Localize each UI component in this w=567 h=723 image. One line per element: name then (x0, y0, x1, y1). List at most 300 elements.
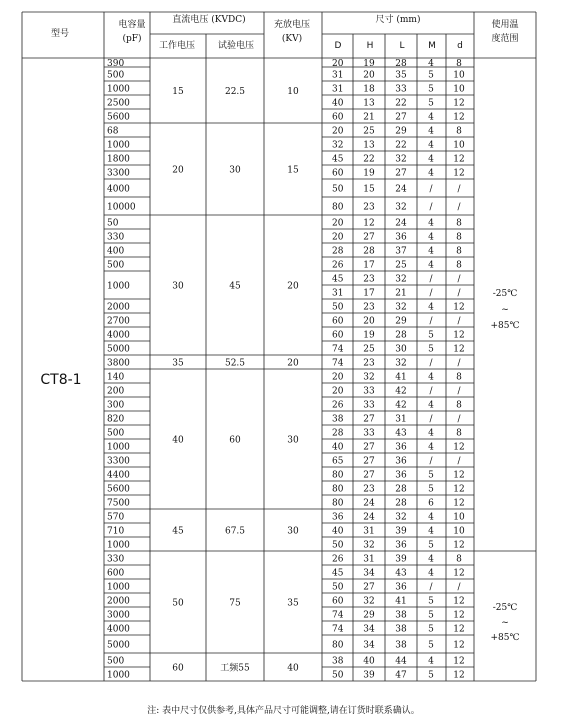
cell-d: 8 (456, 400, 462, 411)
cell-M: / (429, 202, 433, 213)
cell-D: 26 (332, 260, 344, 271)
cell-H: 13 (363, 140, 375, 151)
cell-H: 20 (363, 70, 375, 81)
cell-M: 4 (428, 656, 434, 667)
cell-test-voltage: 52.5 (224, 358, 246, 369)
cell-D: 20 (332, 218, 344, 229)
cell-D: 40 (332, 442, 344, 453)
cell-working-voltage: 20 (172, 165, 184, 176)
cell-H: 27 (363, 470, 375, 481)
cell-H: 27 (363, 456, 375, 467)
cell-H: 28 (363, 246, 375, 257)
header-capacitance-unit: (pF) (122, 34, 142, 44)
cell-H: 40 (363, 656, 375, 667)
cell-L: 47 (395, 670, 407, 681)
cell-D: 80 (332, 484, 344, 495)
cell-D: 40 (332, 98, 344, 109)
cell-H: 22 (363, 154, 375, 165)
cell-capacitance: 1000 (107, 442, 130, 453)
cell-L: 22 (395, 98, 407, 109)
cell-L: 29 (395, 316, 407, 327)
cell-H: 24 (363, 498, 375, 509)
cell-L: 38 (395, 624, 407, 635)
cell-D: 80 (332, 202, 344, 213)
header-temp-line2: 度范围 (491, 34, 519, 44)
cell-capacitance: 5600 (107, 484, 130, 495)
cell-d: 10 (453, 70, 465, 81)
cell-M: 4 (428, 126, 434, 137)
cell-H: 15 (363, 184, 375, 195)
cell-charge-voltage: 35 (287, 598, 299, 609)
cell-D: 28 (332, 428, 344, 439)
cell-M: 5 (428, 610, 434, 621)
cell-D: 74 (332, 624, 344, 635)
cell-D: 80 (332, 498, 344, 509)
cell-D: 74 (332, 344, 344, 355)
cell-H: 23 (363, 274, 375, 285)
cell-H: 33 (363, 400, 375, 411)
cell-d: 12 (453, 596, 465, 607)
cell-L: 32 (395, 302, 407, 313)
header-temp-line1: 使用温 (491, 20, 519, 30)
header-model: 型号 (50, 29, 70, 39)
cell-d: 12 (453, 168, 465, 179)
cell-working-voltage: 50 (172, 598, 184, 609)
header-dimensions: 尺寸 (mm) (375, 15, 421, 25)
cell-test-voltage: 工频55 (220, 663, 250, 674)
cell-L: 39 (395, 526, 407, 537)
cell-capacitance: 710 (107, 526, 125, 537)
cell-H: 34 (363, 624, 375, 635)
cell-L: 29 (395, 126, 407, 137)
cell-capacitance: 200 (107, 386, 125, 397)
cell-M: 5 (428, 484, 434, 495)
cell-L: 44 (395, 656, 407, 667)
header-charge-voltage-unit: (KV) (281, 34, 303, 44)
cell-M: 4 (428, 232, 434, 243)
cell-d: 12 (453, 568, 465, 579)
cell-capacitance: 1000 (107, 582, 130, 593)
cell-H: 20 (363, 316, 375, 327)
cell-D: 36 (332, 512, 344, 523)
cell-D: 45 (332, 154, 344, 165)
cell-D: 65 (332, 456, 344, 467)
cell-M: 4 (428, 526, 434, 537)
cell-capacitance: 500 (107, 70, 125, 81)
cell-M: 5 (428, 98, 434, 109)
cell-D: 20 (332, 59, 344, 69)
cell-capacitance: 1000 (107, 140, 130, 151)
cell-test-voltage: 45 (229, 281, 241, 292)
cell-capacitance: 4000 (107, 624, 130, 635)
cell-D: 26 (332, 400, 344, 411)
cell-M: 4 (428, 554, 434, 565)
cell-capacitance: 1000 (107, 670, 130, 681)
cell-H: 34 (363, 568, 375, 579)
cell-working-voltage: 40 (172, 435, 184, 446)
cell-L: 36 (395, 540, 407, 551)
cell-D: 38 (332, 656, 344, 667)
cell-d: 12 (453, 484, 465, 495)
cell-capacitance: 1000 (107, 540, 130, 551)
table-header (51, 13, 519, 51)
cell-M: 5 (428, 70, 434, 81)
cell-capacitance: 7500 (107, 498, 130, 509)
cell-M: 5 (428, 624, 434, 635)
cell-H: 13 (363, 98, 375, 109)
temp-range-2-low: -25℃ (492, 603, 518, 613)
cell-D: 45 (332, 274, 344, 285)
cell-D: 31 (332, 70, 344, 81)
header-charge-voltage: 充放电压 (273, 20, 311, 30)
temp-range-2-sep: ~ (501, 618, 509, 628)
cell-d: 8 (456, 428, 462, 439)
cell-D: 45 (332, 568, 344, 579)
cell-H: 23 (363, 358, 375, 369)
cell-M: 4 (428, 112, 434, 123)
cell-L: 24 (395, 184, 407, 195)
cell-d: 8 (456, 260, 462, 271)
cell-capacitance: 1800 (107, 154, 130, 165)
cell-d: 8 (456, 126, 462, 137)
cell-H: 23 (363, 484, 375, 495)
cell-capacitance: 820 (107, 414, 125, 425)
cell-L: 43 (395, 568, 407, 579)
cell-H: 19 (363, 330, 375, 341)
cell-capacitance: 1000 (107, 84, 130, 95)
cell-H: 27 (363, 232, 375, 243)
cell-test-voltage: 60 (229, 435, 241, 446)
cell-capacitance: 68 (107, 126, 119, 137)
temp-range-1-sep: ~ (501, 305, 509, 315)
cell-d: 10 (453, 512, 465, 523)
cell-capacitance: 300 (107, 400, 125, 411)
cell-capacitance: 2500 (107, 98, 130, 109)
cell-L: 32 (395, 358, 407, 369)
cell-capacitance: 2000 (107, 596, 130, 607)
cell-L: 41 (395, 372, 407, 383)
cell-working-voltage: 45 (172, 526, 184, 537)
cell-D: 50 (332, 582, 344, 593)
cell-d: / (457, 184, 461, 195)
cell-d: 12 (453, 344, 465, 355)
cell-d: 8 (456, 59, 462, 69)
cell-L: 36 (395, 470, 407, 481)
cell-D: 60 (332, 330, 344, 341)
cell-D: 20 (332, 232, 344, 243)
cell-working-voltage: 30 (172, 281, 184, 292)
cell-d: 12 (453, 610, 465, 621)
footnote: 注: 表中尺寸仅供参考,具体产品尺寸可能调整,请在订货时联系确认。 (147, 706, 420, 716)
cell-test-voltage: 30 (229, 165, 241, 176)
cell-capacitance: 500 (107, 656, 125, 667)
cell-capacitance: 600 (107, 568, 125, 579)
cell-L: 32 (395, 512, 407, 523)
cell-D: 31 (332, 84, 344, 95)
cell-L: 43 (395, 428, 407, 439)
cell-d: / (457, 386, 461, 397)
cell-d: / (457, 202, 461, 213)
cell-D: 40 (332, 526, 344, 537)
cell-H: 32 (363, 596, 375, 607)
cell-charge-voltage: 10 (287, 87, 299, 97)
cell-working-voltage: 60 (172, 663, 184, 674)
header-col-L: L (399, 41, 405, 51)
cell-d: 12 (453, 640, 465, 651)
cell-M: / (429, 386, 433, 397)
cell-d: 12 (453, 154, 465, 165)
cell-D: 50 (332, 302, 344, 313)
cell-d: / (457, 414, 461, 425)
cell-capacitance: 2000 (107, 302, 130, 313)
cell-L: 28 (395, 498, 407, 509)
cell-M: 5 (428, 84, 434, 95)
temp-range-1-low: -25℃ (492, 289, 518, 299)
cell-L: 35 (395, 70, 407, 81)
cell-H: 27 (363, 442, 375, 453)
cell-M: / (429, 414, 433, 425)
cell-L: 30 (395, 344, 407, 355)
cell-L: 42 (395, 386, 407, 397)
cell-M: 4 (428, 154, 434, 165)
cell-d: / (457, 288, 461, 299)
cell-D: 80 (332, 640, 344, 651)
cell-d: / (457, 456, 461, 467)
cell-H: 33 (363, 386, 375, 397)
cell-M: 5 (428, 640, 434, 651)
cell-capacitance: 400 (107, 246, 125, 257)
cell-d: 12 (453, 498, 465, 509)
cell-L: 36 (395, 456, 407, 467)
cell-D: 28 (332, 246, 344, 257)
cell-capacitance: 50 (107, 218, 119, 229)
cell-M: 4 (428, 372, 434, 383)
cell-M: 4 (428, 260, 434, 271)
cell-L: 37 (395, 246, 407, 257)
cell-H: 27 (363, 414, 375, 425)
cell-L: 32 (395, 202, 407, 213)
cell-capacitance: 390 (107, 59, 125, 69)
cell-capacitance: 4400 (107, 470, 130, 481)
cell-d: 8 (456, 218, 462, 229)
cell-H: 29 (363, 610, 375, 621)
cell-D: 38 (332, 414, 344, 425)
cell-L: 27 (395, 168, 407, 179)
cell-M: / (429, 358, 433, 369)
cell-H: 25 (363, 126, 375, 137)
cell-capacitance: 3300 (107, 168, 130, 179)
cell-L: 42 (395, 400, 407, 411)
cell-M: 4 (428, 59, 434, 69)
header-test-voltage: 试验电压 (217, 41, 255, 51)
cell-D: 50 (332, 540, 344, 551)
cell-d: 12 (453, 624, 465, 635)
header-col-d: d (457, 41, 463, 51)
cell-L: 33 (395, 84, 407, 95)
cell-L: 36 (395, 232, 407, 243)
cell-H: 23 (363, 302, 375, 313)
cell-d: 12 (453, 302, 465, 313)
cell-capacitance: 3000 (107, 610, 130, 621)
cell-test-voltage: 67.5 (224, 526, 246, 537)
cell-M: 4 (428, 512, 434, 523)
header-col-H: H (366, 41, 374, 51)
cell-charge-voltage: 15 (287, 165, 299, 176)
cell-D: 50 (332, 670, 344, 681)
cell-d: 12 (453, 112, 465, 123)
model-name: CT8-1 (40, 372, 82, 388)
cell-H: 17 (363, 260, 375, 271)
cell-D: 20 (332, 386, 344, 397)
cell-M: 5 (428, 470, 434, 481)
cell-L: 28 (395, 59, 407, 69)
cell-H: 31 (363, 554, 375, 565)
cell-M: 4 (428, 140, 434, 151)
cell-H: 32 (363, 540, 375, 551)
header-col-D: D (334, 41, 342, 51)
cell-M: 4 (428, 400, 434, 411)
cell-D: 80 (332, 470, 344, 481)
cell-capacitance: 1000 (107, 281, 130, 292)
cell-charge-voltage: 30 (287, 435, 299, 446)
cell-d: 8 (456, 246, 462, 257)
cell-M: / (429, 316, 433, 327)
cell-charge-voltage: 30 (287, 526, 299, 537)
cell-M: 4 (428, 302, 434, 313)
cell-capacitance: 5000 (107, 344, 130, 355)
cell-d: 12 (453, 670, 465, 681)
cell-L: 36 (395, 582, 407, 593)
cell-test-voltage: 22.5 (224, 87, 246, 97)
cell-M: 5 (428, 344, 434, 355)
cell-L: 41 (395, 596, 407, 607)
cell-M: / (429, 288, 433, 299)
cell-d: / (457, 358, 461, 369)
cell-H: 21 (363, 112, 375, 123)
cell-capacitance: 3300 (107, 456, 130, 467)
cell-D: 50 (332, 184, 344, 195)
cell-L: 39 (395, 554, 407, 565)
cell-capacitance: 330 (107, 232, 125, 243)
header-dc-voltage: 直流电压 (KVDC) (172, 15, 246, 25)
cell-M: 4 (428, 246, 434, 257)
cell-H: 33 (363, 428, 375, 439)
cell-H: 39 (363, 670, 375, 681)
cell-d: 10 (453, 84, 465, 95)
header-col-M: M (428, 41, 436, 51)
cell-d: 12 (453, 98, 465, 109)
cell-working-voltage: 15 (172, 87, 184, 97)
cell-test-voltage: 75 (229, 598, 241, 609)
cell-capacitance: 2700 (107, 316, 130, 327)
cell-H: 32 (363, 372, 375, 383)
cell-D: 20 (332, 372, 344, 383)
cell-capacitance: 3800 (107, 358, 130, 369)
cell-L: 22 (395, 140, 407, 151)
cell-H: 18 (363, 84, 375, 95)
cell-L: 27 (395, 112, 407, 123)
cell-d: 12 (453, 656, 465, 667)
cell-H: 27 (363, 582, 375, 593)
cell-capacitance: 500 (107, 428, 125, 439)
cell-M: 5 (428, 540, 434, 551)
cell-M: / (429, 274, 433, 285)
cell-M: 5 (428, 670, 434, 681)
cell-D: 74 (332, 358, 344, 369)
cell-charge-voltage: 20 (287, 281, 299, 292)
cell-M: 4 (428, 442, 434, 453)
cell-D: 31 (332, 288, 344, 299)
cell-L: 28 (395, 330, 407, 341)
cell-H: 25 (363, 344, 375, 355)
cell-charge-voltage: 20 (287, 358, 299, 369)
cell-D: 60 (332, 596, 344, 607)
header-capacitance: 电容量 (118, 20, 146, 30)
cell-d: 12 (453, 540, 465, 551)
cell-d: / (457, 274, 461, 285)
cell-L: 24 (395, 218, 407, 229)
cell-working-voltage: 35 (172, 358, 184, 369)
cell-capacitance: 570 (107, 512, 125, 523)
cell-D: 60 (332, 168, 344, 179)
cell-M: 4 (428, 218, 434, 229)
cell-d: 10 (453, 140, 465, 151)
cell-capacitance: 5600 (107, 112, 130, 123)
cell-capacitance: 4000 (107, 184, 130, 195)
cell-H: 31 (363, 526, 375, 537)
cell-d: 8 (456, 232, 462, 243)
temp-range-1-high: +85℃ (490, 321, 520, 331)
cell-M: 4 (428, 568, 434, 579)
cell-H: 24 (363, 512, 375, 523)
cell-H: 23 (363, 202, 375, 213)
cell-capacitance: 330 (107, 554, 125, 565)
cell-L: 38 (395, 640, 407, 651)
cell-capacitance: 500 (107, 260, 125, 271)
cell-M: 5 (428, 596, 434, 607)
cell-D: 26 (332, 554, 344, 565)
cell-d: 12 (453, 442, 465, 453)
cell-H: 19 (363, 168, 375, 179)
cell-capacitance: 4000 (107, 330, 130, 341)
cell-d: 8 (456, 554, 462, 565)
cell-d: / (457, 316, 461, 327)
cell-capacitance: 10000 (107, 202, 136, 213)
temp-range-2-high: +85℃ (490, 633, 520, 643)
cell-d: / (457, 582, 461, 593)
cell-H: 12 (363, 218, 375, 229)
cell-L: 36 (395, 442, 407, 453)
cell-H: 17 (363, 288, 375, 299)
cell-L: 28 (395, 484, 407, 495)
cell-M: 5 (428, 330, 434, 341)
cell-charge-voltage: 40 (287, 663, 299, 674)
cell-M: / (429, 184, 433, 195)
cell-L: 32 (395, 274, 407, 285)
cell-capacitance: 140 (107, 372, 125, 383)
cell-D: 74 (332, 610, 344, 621)
cell-M: 6 (428, 498, 434, 509)
cell-L: 25 (395, 260, 407, 271)
cell-H: 34 (363, 640, 375, 651)
cell-M: / (429, 582, 433, 593)
cell-H: 19 (363, 59, 375, 69)
cell-D: 60 (332, 112, 344, 123)
cell-d: 10 (453, 526, 465, 537)
cell-L: 38 (395, 610, 407, 621)
cell-L: 21 (395, 288, 407, 299)
cell-L: 31 (395, 414, 407, 425)
